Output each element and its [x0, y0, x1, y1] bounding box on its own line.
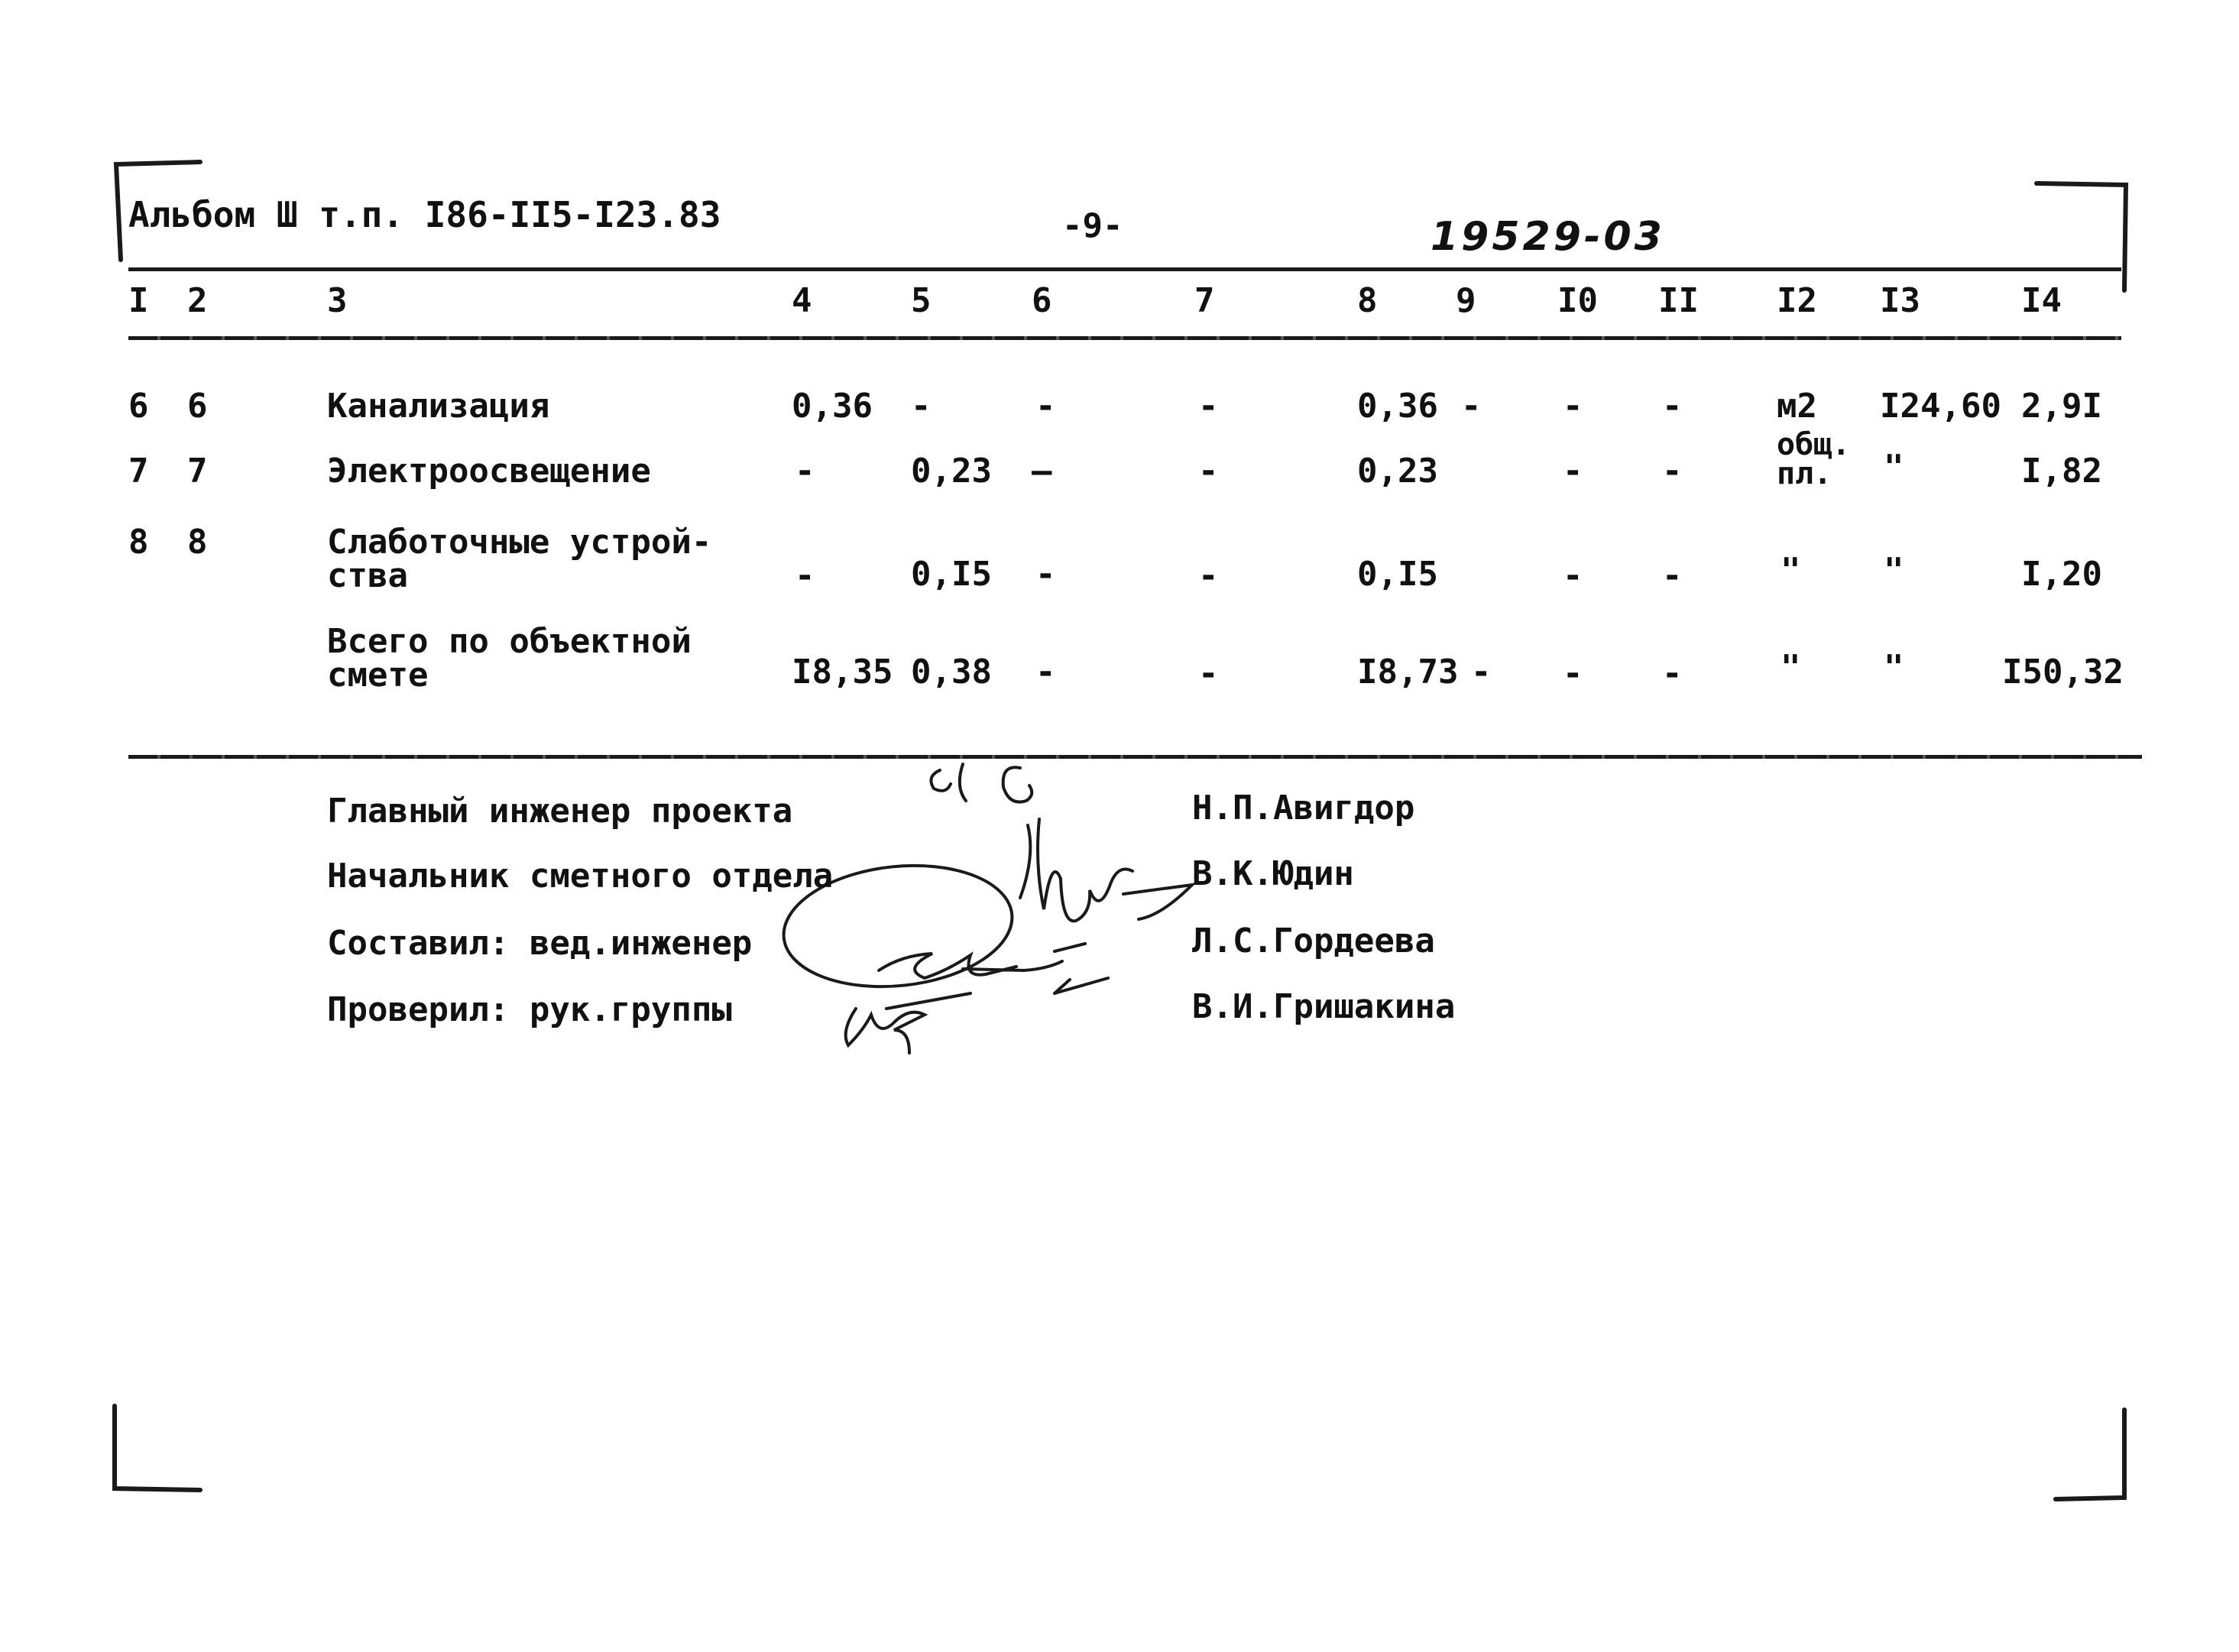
row-num-2: 7: [187, 452, 208, 491]
cell-8: 0,I5: [1357, 555, 1438, 594]
cell-14: 2,9I: [2021, 387, 2102, 426]
cell-6: —: [1032, 452, 1052, 491]
signer-title: Составил: вед.инженер: [327, 924, 753, 963]
cell-6: -: [1035, 653, 1056, 692]
cell-5: 0,I5: [911, 555, 992, 594]
col-header-11: II: [1658, 281, 1699, 320]
table-bottom-rule: [128, 755, 2142, 759]
signer-name: Н.П.Авигдор: [1192, 789, 1415, 828]
album-title: Альбом Ш т.п. I86-II5-I23.83: [128, 194, 721, 235]
signature-chief-engineer: [931, 764, 1032, 802]
cell-7: -: [1198, 387, 1219, 426]
cell-6: -: [1035, 387, 1056, 426]
cell-7: -: [1198, 556, 1219, 595]
signature-scribbles: [778, 764, 1192, 1053]
bottom-right-corner-mark: [2056, 1410, 2124, 1499]
cell-5: 0,23: [911, 452, 992, 491]
header-rule: [128, 267, 2121, 271]
total-label-line2: смете: [327, 656, 429, 695]
col-header-1: I: [128, 281, 149, 320]
col-header-5: 5: [911, 281, 932, 320]
item-name-line1: Слаботочные устрой-: [327, 523, 712, 562]
cell-11: -: [1662, 556, 1683, 595]
document-code: 19529-03: [1431, 214, 1665, 260]
signer-title: Главный инженер проекта: [327, 792, 793, 831]
signer-title: Проверил: рук.группы: [327, 990, 732, 1029]
cell-10: -: [1563, 556, 1583, 595]
col-header-2: 2: [187, 281, 208, 320]
signature-checker: [846, 993, 970, 1053]
cell-14: I,20: [2021, 555, 2102, 594]
cell-9: -: [1471, 653, 1492, 692]
item-name-line2: ства: [327, 556, 408, 595]
cell-8: 0,23: [1357, 452, 1438, 491]
col-header-9: 9: [1456, 281, 1476, 320]
cell-14: I50,32: [2002, 653, 2124, 692]
cell-8: I8,73: [1357, 653, 1459, 692]
cell-4: -: [795, 452, 815, 491]
cell-13: ": [1884, 648, 1904, 687]
signature-estimates-head: [1020, 819, 1192, 951]
col-header-8: 8: [1357, 281, 1378, 320]
cell-5: 0,38: [911, 653, 992, 692]
col-header-4: 4: [792, 281, 812, 320]
cell-13: ": [1884, 551, 1904, 590]
page-number: -9-: [1062, 206, 1123, 245]
signer-name: Л.С.Гордеева: [1192, 922, 1435, 960]
cell-11: -: [1662, 387, 1683, 426]
cell-9: -: [1461, 387, 1482, 426]
cell-12: ": [1781, 648, 1801, 687]
cell-12-unit-line2: пл.: [1777, 456, 1832, 491]
row-num-1: 6: [128, 387, 149, 426]
col-header-7: 7: [1194, 281, 1215, 320]
cell-13: ": [1884, 448, 1904, 487]
cell-6: -: [1035, 555, 1056, 594]
cell-13: I24,60: [1880, 387, 2001, 426]
row-num-2: 6: [187, 387, 208, 426]
cell-8: 0,36: [1357, 387, 1438, 426]
total-label-line1: Всего по объектной: [327, 622, 692, 661]
cell-10: -: [1563, 654, 1583, 693]
col-header-13: I3: [1880, 281, 1920, 320]
signer-name: В.И.Гришакина: [1192, 987, 1456, 1026]
column-header-rule: [128, 336, 2121, 340]
cell-5: -: [911, 387, 932, 426]
col-header-14: I4: [2021, 281, 2062, 320]
cell-12-unit-line1: общ.: [1777, 427, 1851, 462]
row-num-1: 7: [128, 452, 149, 491]
col-header-3: 3: [327, 281, 348, 320]
signer-name: В.К.Юдин: [1192, 854, 1354, 893]
signature-dash: [1055, 978, 1108, 993]
item-name: Канализация: [327, 387, 550, 426]
col-header-12: I2: [1777, 281, 1817, 320]
cell-14: I,82: [2021, 452, 2102, 491]
col-header-10: I0: [1557, 281, 1598, 320]
row-num-1: 8: [128, 523, 149, 562]
top-right-corner-mark: [2036, 183, 2126, 290]
signer-title: Начальник сметного отдела: [327, 857, 834, 896]
cell-12: м2: [1777, 387, 1817, 426]
col-header-6: 6: [1032, 281, 1052, 320]
cell-4: I8,35: [792, 653, 893, 692]
cell-12: ": [1781, 551, 1801, 590]
cell-11: -: [1662, 452, 1683, 491]
cell-7: -: [1198, 452, 1219, 491]
bottom-left-corner-mark: [115, 1406, 200, 1490]
cell-4: -: [795, 556, 815, 595]
cell-10: -: [1563, 387, 1583, 426]
item-name: Электроосвещение: [327, 452, 651, 491]
row-num-2: 8: [187, 523, 208, 562]
cell-10: -: [1563, 452, 1583, 491]
cell-4: 0,36: [792, 387, 873, 426]
cell-11: -: [1662, 654, 1683, 693]
cell-7: -: [1198, 654, 1219, 693]
